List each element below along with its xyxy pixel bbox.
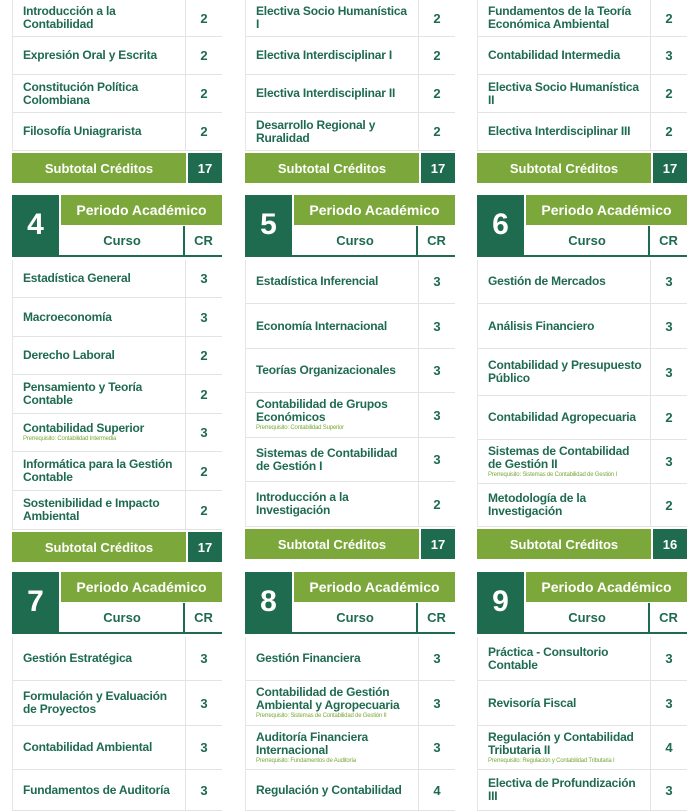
course-credits: 2 <box>200 502 208 518</box>
course-credits: 2 <box>200 86 208 101</box>
course-credits: 3 <box>200 425 208 440</box>
course-name: Gestión Financiera <box>256 651 361 665</box>
period-number: 8 <box>245 572 292 632</box>
subtotal-row <box>245 153 455 183</box>
subtotal-row <box>245 529 455 559</box>
course-credits: 3 <box>665 318 673 334</box>
course-row <box>478 484 687 527</box>
course-name: Filosofía Uniagrarista <box>23 124 142 138</box>
course-name: Revisoría Fiscal <box>488 695 577 710</box>
course-credits: 2 <box>665 124 673 139</box>
course-credits: 3 <box>200 695 208 711</box>
course-prerequisite: Prerrequisito: Fundamentos de Auditoría <box>256 757 356 764</box>
course-credits: 2 <box>665 86 673 101</box>
course-credits: 3 <box>200 309 208 325</box>
course-name: Regulación y Contabilidad Tributaria II <box>488 729 634 757</box>
course-name: Derecho Laboral <box>23 348 115 362</box>
course-credits: 2 <box>433 124 441 139</box>
course-name: Gestión de Mercados <box>488 274 606 288</box>
course-row <box>478 681 687 726</box>
course-row <box>13 681 222 726</box>
course-credits: 3 <box>665 695 673 711</box>
course-name: Electiva Socio Humanística I <box>256 4 407 31</box>
period-block-6 <box>477 195 687 559</box>
course-credits: 3 <box>200 782 208 798</box>
course-row <box>478 440 687 484</box>
period-title: Periodo Académico <box>294 195 455 225</box>
course-name: Introducción a la Contabilidad <box>23 4 116 31</box>
subtotal-label: Subtotal Créditos <box>12 532 186 562</box>
period-number: 7 <box>12 572 59 632</box>
course-row <box>13 0 222 37</box>
header-divider <box>245 255 455 257</box>
header-divider <box>12 632 222 634</box>
period-title: Periodo Académico <box>61 195 222 225</box>
period-header <box>477 195 687 255</box>
period-block-3 <box>477 0 687 183</box>
subtotal-value: 16 <box>653 529 687 559</box>
period-title: Periodo Académico <box>526 572 687 602</box>
course-credits: 4 <box>665 740 673 755</box>
subtotal-label: Subtotal Créditos <box>12 153 186 183</box>
course-list <box>477 260 687 527</box>
course-list <box>245 637 455 811</box>
period-block-1 <box>12 0 222 183</box>
course-credits: 3 <box>665 651 673 666</box>
course-column-header: Curso <box>526 226 650 255</box>
course-credits: 2 <box>433 86 441 101</box>
course-row <box>246 113 455 151</box>
course-row <box>246 726 455 770</box>
subtotal-value: 17 <box>421 529 455 559</box>
course-list <box>477 0 687 151</box>
period-block-8 <box>245 572 455 811</box>
course-list <box>12 637 222 811</box>
course-credits: 3 <box>433 363 441 378</box>
course-credits: 3 <box>665 48 673 63</box>
course-name: Formulación y Evaluación de Proyectos <box>23 689 167 716</box>
course-row <box>13 414 222 452</box>
course-row <box>246 37 455 75</box>
course-name: Pensamiento y Teoría Contable <box>23 380 143 407</box>
course-name: Electiva de Profundización III <box>488 776 636 803</box>
course-row <box>13 260 222 298</box>
course-name: Desarrollo Regional y Ruralidad <box>256 117 376 145</box>
course-prerequisite: Prerrequisito: Contabilidad Intermedia <box>23 436 117 442</box>
course-name: Expresión Oral y Escrita <box>23 48 157 62</box>
subtotal-row <box>12 153 222 183</box>
course-name: Regulación y Contabilidad <box>256 782 402 797</box>
header-divider <box>12 255 222 257</box>
course-row <box>246 349 455 393</box>
course-list <box>12 0 222 151</box>
course-credits: 3 <box>433 318 441 334</box>
course-column-header: Curso <box>294 603 418 632</box>
course-row <box>13 113 222 151</box>
course-row <box>478 75 687 113</box>
period-header <box>12 195 222 255</box>
course-name: Informática para la Gestión Contable <box>23 457 173 484</box>
course-credits: 3 <box>433 651 441 666</box>
subtotal-label: Subtotal Créditos <box>245 153 419 183</box>
period-number: 9 <box>477 572 524 632</box>
course-credits: 3 <box>200 651 208 666</box>
course-name: Electiva Socio Humanística II <box>488 79 639 107</box>
credits-column-header: CR <box>194 233 213 248</box>
course-name: Electiva Interdisciplinar I <box>256 48 392 62</box>
course-name: Sistemas de Contabilidad de Gestión II <box>488 443 630 471</box>
course-credits: 3 <box>200 740 208 755</box>
course-credits: 3 <box>665 274 673 289</box>
course-row <box>246 438 455 482</box>
subtotal-label: Subtotal Créditos <box>477 529 651 559</box>
course-credits: 4 <box>433 782 441 798</box>
subtotal-row <box>12 532 222 562</box>
course-credits: 2 <box>200 48 208 63</box>
course-credits: 2 <box>200 10 208 26</box>
course-prerequisite: Prerrequisito: Sistemas de Contabilidad de Gestión II <box>256 713 387 719</box>
period-block-9 <box>477 572 687 811</box>
course-row <box>478 637 687 681</box>
period-block-5 <box>245 195 455 559</box>
period-header <box>245 195 455 255</box>
course-name: Contabilidad Ambiental <box>23 740 153 754</box>
course-row <box>13 452 222 491</box>
course-column-header: Curso <box>526 603 650 632</box>
course-row <box>246 0 455 37</box>
course-list <box>245 0 455 151</box>
subtotal-value: 17 <box>188 532 222 562</box>
course-name: Fundamentos de la Teoría Económica Ambiental <box>488 4 632 31</box>
subtotal-row <box>477 529 687 559</box>
course-credits: 2 <box>200 463 208 479</box>
course-row <box>478 304 687 349</box>
course-row <box>13 337 222 375</box>
course-credits: 3 <box>433 740 441 755</box>
course-name: Electiva Interdisciplinar III <box>488 124 631 138</box>
course-row <box>13 726 222 770</box>
course-row <box>13 37 222 75</box>
course-name: Estadística Inferencial <box>256 274 379 288</box>
header-divider <box>477 255 687 257</box>
course-row <box>478 349 687 396</box>
course-credits: 2 <box>200 348 208 363</box>
course-name: Contabilidad Intermedia <box>488 48 621 62</box>
course-column-header: Curso <box>61 226 185 255</box>
course-row <box>246 482 455 527</box>
course-credits: 2 <box>665 410 673 425</box>
period-title: Periodo Académico <box>526 195 687 225</box>
course-name: Metodología de la Investigación <box>488 491 586 518</box>
course-name: Teorías Organizacionales <box>256 363 396 377</box>
period-title: Periodo Académico <box>61 572 222 602</box>
course-name: Contabilidad y Presupuesto Público <box>488 358 642 385</box>
course-row <box>478 113 687 151</box>
course-prerequisite: Prerrequisito: Regulación y Contabilidad Tributaria I <box>488 757 615 764</box>
course-credits: 3 <box>433 274 441 289</box>
period-header <box>12 572 222 632</box>
course-row <box>246 260 455 304</box>
course-prerequisite: Prerrequisito: Sistemas de Contabilidad de Gestión I <box>488 471 618 478</box>
course-name: Fundamentos de Auditoría <box>23 782 170 797</box>
course-name: Estadística General <box>23 271 131 285</box>
course-credits: 3 <box>433 452 441 467</box>
course-name: Auditoría Financiera Internacional <box>256 729 369 757</box>
period-header <box>245 572 455 632</box>
course-row <box>478 770 687 811</box>
course-name: Constitución Política Colombiana <box>23 79 139 107</box>
period-number: 4 <box>12 195 59 255</box>
course-name: Electiva Interdisciplinar II <box>256 86 396 100</box>
credits-column-header: CR <box>427 233 446 248</box>
course-row <box>478 726 687 770</box>
course-row <box>246 75 455 113</box>
course-credits: 3 <box>665 364 673 380</box>
course-row <box>478 260 687 304</box>
course-row <box>246 393 455 438</box>
period-block-2 <box>245 0 455 183</box>
course-row <box>13 770 222 811</box>
course-name: Contabilidad de Grupos Económicos <box>256 397 388 424</box>
course-credits: 2 <box>200 124 208 139</box>
course-row <box>246 681 455 726</box>
course-credits: 2 <box>433 496 441 512</box>
subtotal-value: 17 <box>421 153 455 183</box>
period-number: 5 <box>245 195 292 255</box>
course-column-header: Curso <box>294 226 418 255</box>
course-credits: 3 <box>433 407 441 423</box>
header-divider <box>477 632 687 634</box>
course-name: Introducción a la Investigación <box>256 490 349 517</box>
period-header <box>477 572 687 632</box>
course-credits: 3 <box>665 454 673 469</box>
course-list <box>245 260 455 527</box>
course-credits: 2 <box>665 497 673 513</box>
course-row <box>246 304 455 349</box>
header-divider <box>245 632 455 634</box>
course-name: Sistemas de Contabilidad de Gestión I <box>256 445 398 473</box>
course-row <box>13 375 222 414</box>
course-row <box>246 770 455 811</box>
period-number: 6 <box>477 195 524 255</box>
course-column-header: Curso <box>61 603 185 632</box>
course-credits: 2 <box>200 386 208 402</box>
course-row <box>13 75 222 113</box>
credits-column-header: CR <box>659 233 678 248</box>
course-name: Economía Internacional <box>256 318 387 333</box>
course-list <box>477 637 687 811</box>
course-prerequisite: Prerrequisito: Contabilidad Superior <box>256 425 344 431</box>
course-credits: 2 <box>433 48 441 63</box>
period-block-4 <box>12 195 222 562</box>
course-credits: 3 <box>200 271 208 286</box>
course-row <box>478 396 687 440</box>
course-name: Contabilidad Agropecuaria <box>488 410 636 424</box>
course-name: Macroeconomía <box>23 309 112 324</box>
course-credits: 2 <box>433 10 441 26</box>
period-block-7 <box>12 572 222 811</box>
course-row <box>478 0 687 37</box>
course-row <box>246 637 455 681</box>
course-name: Análisis Financiero <box>488 318 595 333</box>
course-name: Contabilidad de Gestión Ambiental y Agropecuaria <box>256 685 400 712</box>
subtotal-row <box>477 153 687 183</box>
course-name: Gestión Estratégica <box>23 651 132 665</box>
credits-column-header: CR <box>194 610 213 625</box>
course-name: Sostenibilidad e Impacto Ambiental <box>23 496 160 523</box>
subtotal-value: 17 <box>188 153 222 183</box>
course-row <box>13 298 222 337</box>
subtotal-label: Subtotal Créditos <box>477 153 651 183</box>
course-credits: 2 <box>665 10 673 26</box>
course-row <box>13 491 222 530</box>
subtotal-value: 17 <box>653 153 687 183</box>
period-title: Periodo Académico <box>294 572 455 602</box>
subtotal-label: Subtotal Créditos <box>245 529 419 559</box>
course-row <box>13 637 222 681</box>
course-list <box>12 260 222 530</box>
course-row <box>478 37 687 75</box>
course-name: Contabilidad Superior <box>23 421 145 435</box>
course-credits: 3 <box>433 695 441 711</box>
course-credits: 3 <box>665 782 673 798</box>
course-name: Práctica - Consultorio Contable <box>488 644 609 672</box>
credits-column-header: CR <box>659 610 678 625</box>
credits-column-header: CR <box>427 610 446 625</box>
